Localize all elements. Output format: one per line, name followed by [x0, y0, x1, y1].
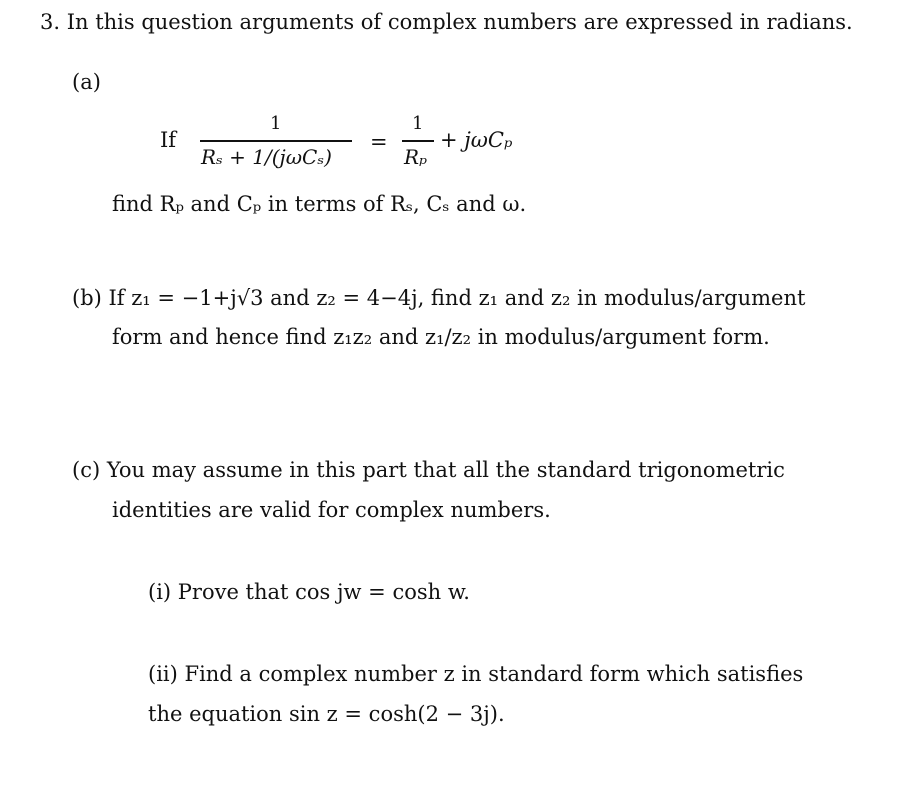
part-b-line2: form and hence find z₁z₂ and z₁/z₂ in modulus/argument form. [112, 325, 770, 349]
lhs-numerator: 1 [270, 113, 282, 134]
question-header: 3. In this question arguments of complex numbers are expressed in radians. [40, 10, 853, 34]
rhs-fraction-bar [402, 140, 434, 142]
part-c-line1: (c) You may assume in this part that all the standard trigonometric [72, 458, 785, 482]
equals-sign: = [370, 130, 388, 154]
part-a-label: (a) [72, 70, 101, 94]
lhs-denominator: Rₛ + 1/(jωCₛ) [201, 145, 332, 169]
part-c-line2: identities are valid for complex numbers. [112, 498, 551, 522]
part-c-i: (i) Prove that cos jw = cosh w. [148, 580, 470, 604]
part-c-ii-line1: (ii) Find a complex number z in standard form which satisfies [148, 662, 804, 686]
part-c-ii-line2: the equation sin z = cosh(2 − 3j). [148, 702, 505, 726]
rhs-denominator: Rₚ [404, 145, 428, 169]
if-label: If [160, 128, 177, 152]
lhs-fraction-bar [200, 140, 352, 142]
part-b-line1: (b) If z₁ = −1+j√3 and z₂ = 4−4j, find z₁ and z₂ in modulus/argument [72, 286, 806, 310]
rhs-numerator: 1 [412, 113, 424, 134]
rhs-plus-term: + jωCₚ [440, 128, 513, 152]
part-a-find: find Rₚ and Cₚ in terms of Rₛ, Cₛ and ω. [112, 192, 527, 216]
